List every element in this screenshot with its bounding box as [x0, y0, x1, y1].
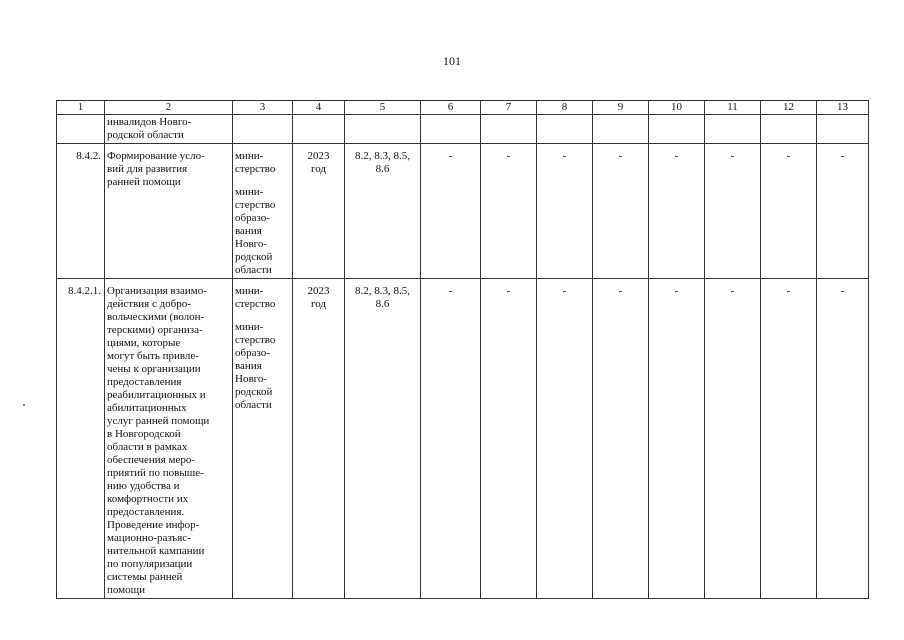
column-header: 5 [345, 101, 421, 115]
item-value: - [421, 144, 481, 279]
item-number: 8.4.2. [57, 144, 105, 279]
item-value: - [593, 144, 649, 279]
text-line: нительной кампании [107, 545, 205, 557]
text-line: 2023 [307, 285, 330, 297]
text-line: мини- [235, 321, 264, 333]
text-line: по популяризации [107, 558, 193, 570]
text-line: 8.6 [375, 298, 390, 310]
item-executors [233, 144, 293, 279]
text-line: образо- [235, 347, 270, 359]
item-value: - [817, 279, 869, 599]
column-header: 10 [649, 101, 705, 115]
text-line: мационно-разъяс- [107, 532, 191, 544]
text-line: стерство [235, 334, 276, 346]
item-value: - [761, 279, 817, 599]
text-line: год [310, 298, 327, 310]
column-header: 3 [233, 101, 293, 115]
item-value: - [761, 144, 817, 279]
text-line: мини- [235, 150, 264, 162]
text-line: стерство [235, 163, 276, 175]
text-line: чены к организации [107, 363, 201, 375]
text-line: мини- [235, 285, 264, 297]
text-line: образо- [235, 212, 270, 224]
text-line: 2023 [307, 150, 330, 162]
text-line: ранней помощи [107, 176, 181, 188]
text-line: нию удобства и [107, 480, 180, 492]
text-line: Проведение инфор- [107, 519, 200, 531]
item-executors [233, 279, 293, 599]
column-header: 1 [57, 101, 105, 115]
text-line: мини- [235, 186, 264, 198]
text-line: Новго- [235, 238, 268, 250]
item-number: 8.4.2.1. [57, 279, 105, 599]
text-line: области [235, 264, 272, 276]
text-line: 8.2, 8.3, 8.5, [355, 150, 410, 162]
text-line: 8.2, 8.3, 8.5, [355, 285, 410, 297]
column-header: 9 [593, 101, 649, 115]
text-line: родской [235, 386, 273, 398]
text-line: Формирование усло- [107, 150, 205, 162]
item-description [105, 144, 233, 279]
measures-table [56, 100, 869, 599]
column-header: 11 [705, 101, 761, 115]
text-line: циями, которые [107, 337, 181, 349]
text-line: комфортности их [107, 493, 189, 505]
column-header: 8 [537, 101, 593, 115]
text-line: терскими) организа- [107, 324, 203, 336]
column-header: 12 [761, 101, 817, 115]
text-line: вольческими (волон- [107, 311, 205, 323]
text-line: услуг ранней помощи [107, 415, 210, 427]
text-line: родской области [107, 129, 184, 141]
text-line: инвалидов Новго- [107, 116, 192, 128]
text-line: Новго- [235, 373, 268, 385]
table-row [57, 144, 869, 279]
item-value: - [705, 144, 761, 279]
page-number: 101 [443, 54, 461, 68]
column-header: 7 [481, 101, 537, 115]
text-line: действия с добро- [107, 298, 191, 310]
column-number-row [57, 101, 869, 115]
text-line: системы ранней [107, 571, 183, 583]
item-value: - [481, 279, 537, 599]
scan-speck [23, 404, 25, 406]
column-header: 2 [105, 101, 233, 115]
text-line: стерство [235, 298, 276, 310]
item-value: - [649, 279, 705, 599]
text-line: приятий по повыше- [107, 467, 204, 479]
text-line: обеспечения меро- [107, 454, 195, 466]
table-row-continuation [57, 115, 869, 144]
item-indicators [345, 144, 421, 279]
text-line: Организация взаимо- [107, 285, 207, 297]
item-description [105, 279, 233, 599]
text-line: реабилитационных и [107, 389, 206, 401]
text-line: абилитационных [107, 402, 187, 414]
table-row [57, 279, 869, 599]
text-line: родской [235, 251, 273, 263]
text-line: предоставления. [107, 506, 185, 518]
item-value: - [593, 279, 649, 599]
item-value: - [537, 279, 593, 599]
item-value: - [817, 144, 869, 279]
column-header: 13 [817, 101, 869, 115]
item-year [293, 144, 345, 279]
text-line: предоставления [107, 376, 182, 388]
item-value: - [481, 144, 537, 279]
item-value: - [705, 279, 761, 599]
item-year [293, 279, 345, 599]
column-header: 6 [421, 101, 481, 115]
item-value: - [537, 144, 593, 279]
text-line: 8.6 [375, 163, 390, 175]
text-line: стерство [235, 199, 276, 211]
text-line: области [235, 399, 272, 411]
text-line: год [310, 163, 327, 175]
item-value: - [421, 279, 481, 599]
text-line: вий для развития [107, 163, 188, 175]
text-line: помощи [107, 584, 145, 596]
column-header: 4 [293, 101, 345, 115]
text-line: вания [235, 360, 262, 372]
text-line: вания [235, 225, 262, 237]
text-line: в Новгородской [107, 428, 181, 440]
text-line: области в рамках [107, 441, 188, 453]
item-indicators [345, 279, 421, 599]
text-line: могут быть привле- [107, 350, 199, 362]
item-value: - [649, 144, 705, 279]
continuation-description [105, 115, 233, 144]
